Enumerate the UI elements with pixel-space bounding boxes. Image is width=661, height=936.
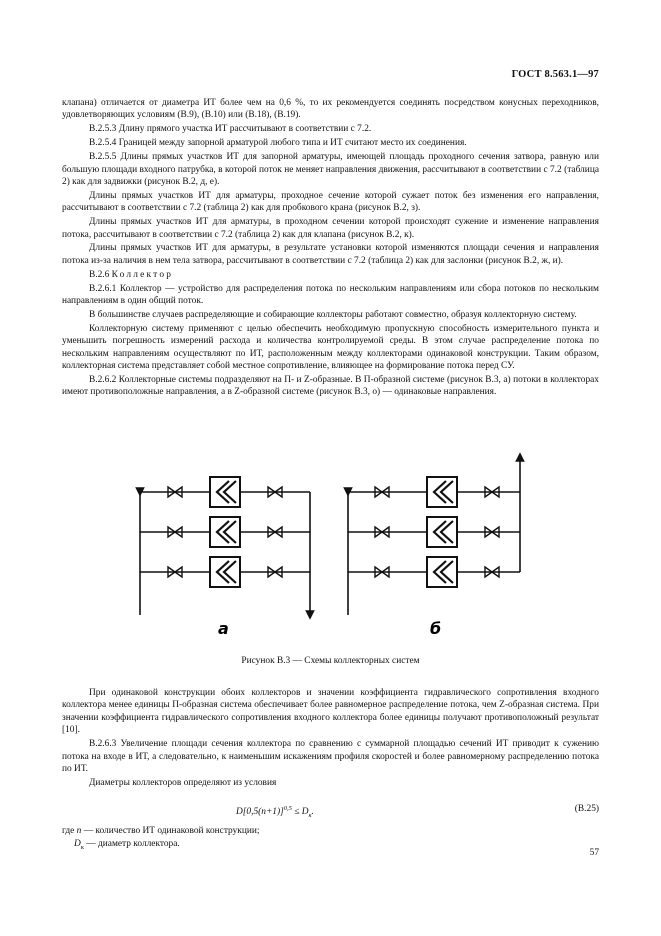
variable-definitions — [62, 825, 599, 854]
formula-relation: ≤ — [291, 807, 302, 818]
scheme-a — [140, 477, 310, 638]
scheme-a-label: а — [218, 619, 229, 638]
branch-a-3 — [140, 557, 310, 587]
formula-rhs: D — [301, 807, 309, 818]
paragraph: Длины прямых участков ИТ для арматуры, в проходном сечении которой происходят сужение и изменение направления потока, рассчитывают в соответствии с 7.2 (таблица 2) как для клапана (рисунок В.2, к). — [62, 217, 599, 240]
paragraph: Длины прямых участков ИТ для арматуры, проходное сечение которой сужает поток без изменения его направления, рассчитывают в соответствии с 7.2 (таблица 2) как для пробкового крана (рисунок В.2, з). — [62, 190, 599, 214]
collector-schemes-svg — [120, 452, 540, 652]
section-heading — [62, 269, 599, 281]
formula-expression — [236, 803, 314, 822]
page-number: 57 — [589, 848, 599, 858]
formula-end: . — [311, 807, 314, 818]
branch-a-1 — [140, 477, 310, 507]
section-title: Коллектор — [111, 269, 174, 280]
formula-b25 — [62, 799, 599, 821]
where-prefix: где — [62, 826, 77, 837]
scheme-b-label: б — [430, 619, 442, 638]
branch-a-2 — [140, 517, 310, 547]
document-header: ГОСТ 8.563.1—97 — [511, 69, 599, 80]
branch-b-2 — [348, 517, 520, 547]
paragraph: В.2.5.3 Длину прямого участка ИТ рассчитывают в соответствии с 7.2. — [89, 124, 372, 135]
formula-lhs: D[0,5(n+1)] — [236, 807, 284, 818]
def-n-text: — количество ИТ одинаковой конструкции; — [81, 826, 260, 837]
paragraph: В.2.6.3 Увеличение площади сечения коллектора по сравнению с суммарной площадью сечений ИТ приводит к сужению потока на входе в ИТ, а следовательно, к наименьшим искажениям профиля скоростей и более равномерному распределению потока по ИТ. — [62, 739, 599, 774]
formula-number: (В.25) — [574, 804, 599, 815]
figure-caption: Рисунок В.3 — Схемы коллекторных систем — [241, 656, 420, 666]
branch-b-1 — [348, 477, 520, 507]
paragraph: В большинстве случаев распределяющие и собирающие коллекторы работают совместно, образуя коллекторную систему. — [89, 310, 577, 320]
branch-b-3 — [348, 557, 520, 587]
paragraph: В.2.5.4 Границей между запорной арматурой любого типа и ИТ считают место их соединения. — [89, 138, 467, 149]
text-block-top — [62, 97, 599, 400]
paragraph: В.2.6.2 Коллекторные системы подразделяют на П- и Z-образные. В П-образной системе (рисунок В.3, а) потоки в коллекторах имеют противоположные направления, а в Z-образной системе (рисунок В.3, о) — одинаковые направления. — [62, 375, 599, 398]
var-d-subscript: к — [80, 843, 84, 851]
def-dk-text: — диаметр коллектора. — [83, 838, 180, 849]
definition-n — [62, 825, 599, 837]
collector-diagram — [120, 452, 540, 652]
var-d: D — [74, 838, 81, 849]
paragraph: Коллекторную систему применяют с целью обеспечить необходимую пропускную способность измерительного пункта и уменьшить погрешность измерений расхода и количества контролируемой среды. В этом случае распределение потока по нескольким направлениям осуществляют по ИТ, расположенным между коллекторами одинаковой конструкции. Таким образом, коллекторная система представляет собой местное сопротивление, влияющее на формирование потока перед СУ. — [62, 323, 599, 372]
paragraph: Диаметры коллекторов определяют из условия — [89, 777, 277, 788]
var-n: n — [76, 826, 82, 837]
paragraph: При одинаковой конструкции обоих коллекторов и значении коэффициента гидравлического сопротивления входного коллектора менее единицы П-образная система обеспечивает более равномерное распределение потока, чем Z-образная система. При значении коэффициента гидравлического сопротивления входного коллектора более единицы получают противоположный результат [10]. — [62, 688, 599, 736]
text-block-bottom — [62, 687, 599, 854]
paragraph: клапана) отличается от диаметра ИТ более чем на 0,6 %, то их рекомендуется соединять посредством конусных переходников, удовлетворяющих условиям (В.9), (В.10) или (В.18), (В.19). — [62, 98, 599, 121]
formula-exponent: 0,5 — [283, 805, 292, 813]
paragraph: В.2.6.1 Коллектор — устройство для распределения потока по нескольким направлениям или сбора потоков по нескольким направлениям в один общий поток. — [62, 283, 599, 307]
scheme-b — [348, 457, 520, 638]
formula-rhs-subscript: к — [308, 812, 312, 820]
paragraph: В.2.5.5 Длины прямых участков ИТ для запорной арматуры, имеющей площадь проходного сечения затвора, равную или большую площади входного патрубка, в которой поток не меняет направления движения, рассчитывают в соответствии с 7.2 (таблица 2) как для задвижки (рисунок В.2, д, е). — [62, 152, 599, 187]
definition-dk — [62, 838, 599, 854]
section-number: В.2.6 — [89, 269, 110, 280]
paragraph: Длины прямых участков ИТ для арматуры, в результате установки которой изменяются площади сечения и направления потока из-за наличия в нем тела затвора, рассчитывают в соответствии с 7.2 (таблица 2) как для заслонки (рисунок В.2, ж, и). — [62, 243, 599, 266]
